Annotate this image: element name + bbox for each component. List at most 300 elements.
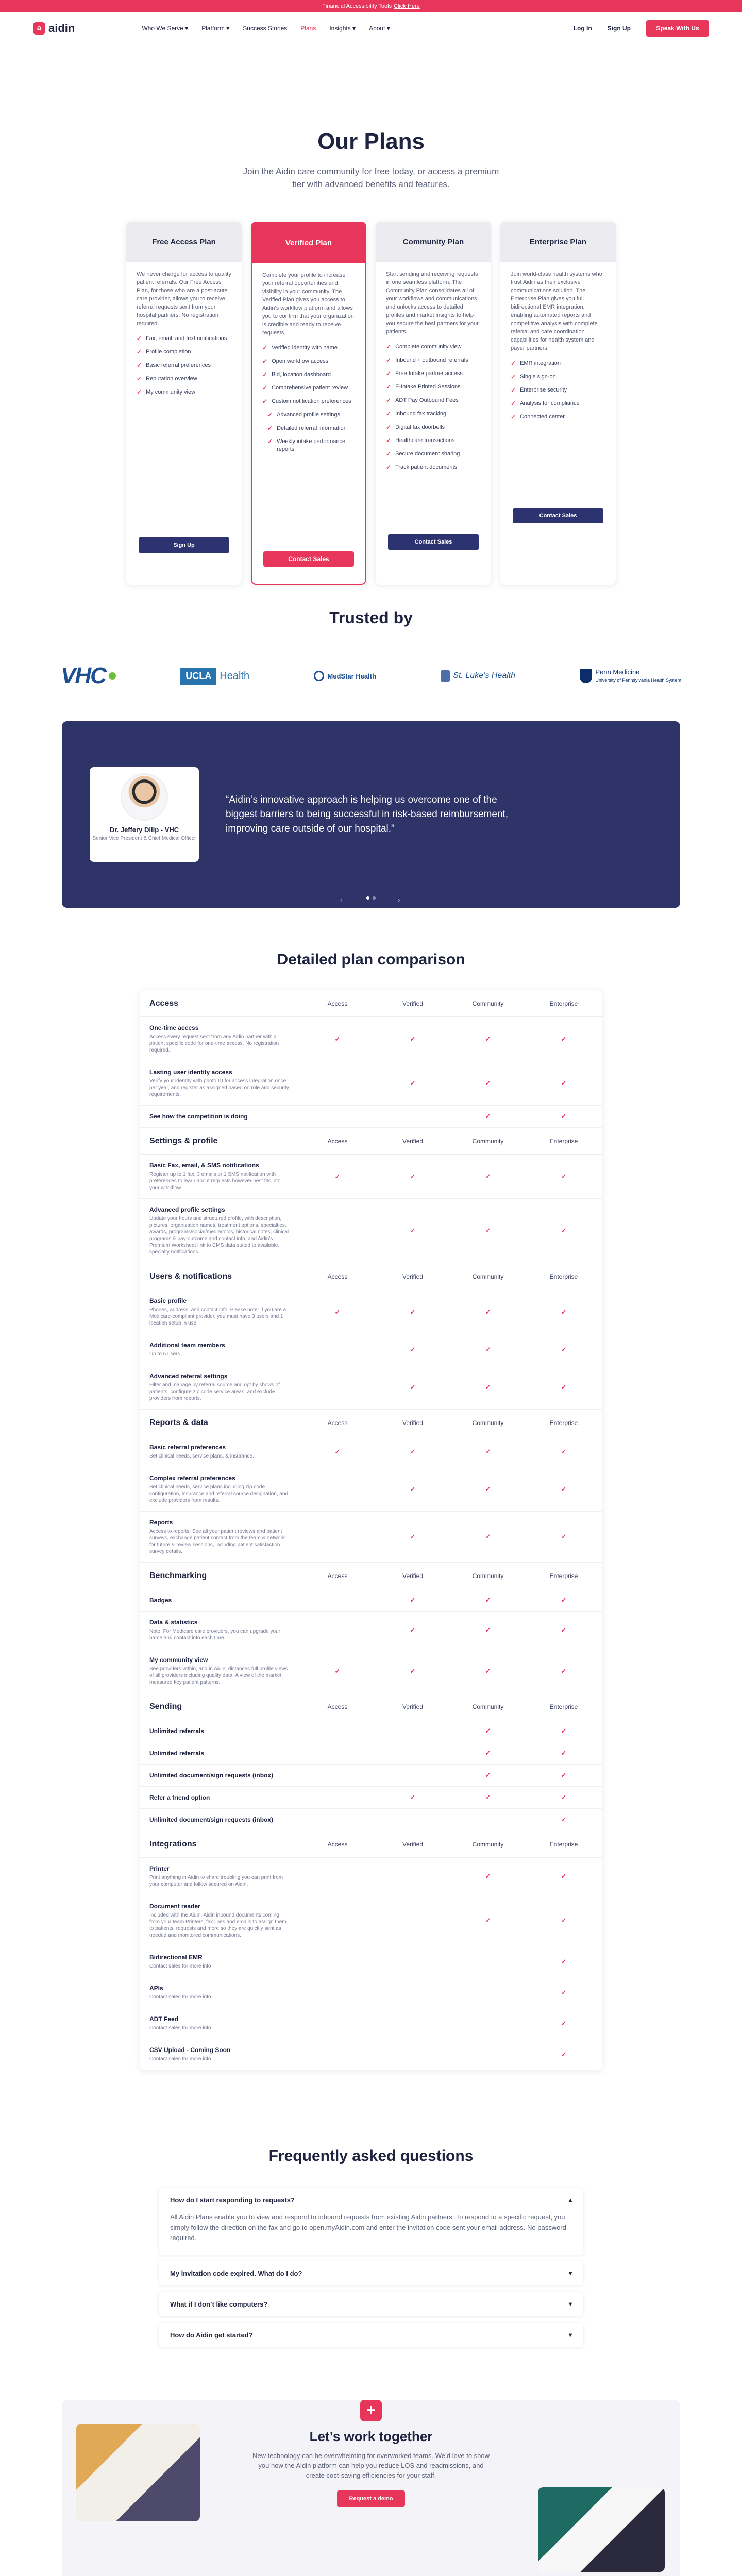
- check-icon: ✓: [561, 2050, 567, 2058]
- nav-plans[interactable]: Plans: [300, 24, 316, 32]
- ucla-health-logo: UCLA Health: [180, 668, 249, 685]
- check-icon: ✓: [410, 1533, 416, 1540]
- plan-feature: ✓ Custom notification preferences: [262, 398, 351, 405]
- chevron-right-icon[interactable]: ›: [398, 895, 400, 904]
- check-icon: ✓: [561, 1035, 567, 1043]
- check-icon: ✓: [485, 1771, 491, 1779]
- nav-actions: [574, 20, 709, 37]
- plan-card-community: [376, 222, 491, 585]
- medstar-logo: MedStar Health: [314, 671, 376, 681]
- table-row: [140, 1787, 602, 1809]
- cta-section: [62, 2400, 680, 2576]
- check-icon: ✓: [511, 360, 516, 367]
- feature-description: Print anything in Aidin to share troubling you can print from your computer and follow secured on Aidin.: [149, 1875, 283, 1887]
- faq-question[interactable]: How do Aidin get started? ▾: [170, 2331, 572, 2339]
- column-header: Community: [472, 1419, 504, 1427]
- plan-feature: ✓ Connected center: [511, 413, 565, 420]
- feature-cell: [140, 1155, 300, 1198]
- check-icon: ✓: [386, 383, 392, 391]
- feature-description: Access to reports. See all your patient reviews and patient surveys, exchange patient contact from the team & network for future & review sessions, including patient satisfaction survey details.: [149, 1529, 285, 1554]
- feature-name: Complex referral preferences: [149, 1475, 235, 1482]
- check-icon: ✓: [386, 450, 392, 457]
- faq-title: Frequently asked questions: [268, 2147, 474, 2164]
- check-icon: ✓: [485, 1172, 491, 1180]
- check-icon: ✓: [485, 1917, 491, 1924]
- check-icon: ✓: [485, 1727, 491, 1735]
- cta-photo-left: [76, 2424, 200, 2521]
- faq-question[interactable]: My invitation code expired. What do I do? ▾: [170, 2269, 572, 2277]
- check-icon: ✓: [410, 1667, 416, 1675]
- comparison-table: [140, 990, 602, 2070]
- table-row: [140, 2008, 602, 2039]
- plan-feature: ✓ Fax, email, and text notifications: [137, 335, 227, 342]
- check-icon: ✓: [137, 362, 142, 369]
- chevron-down-icon: ▾: [352, 24, 356, 32]
- vhc-logo: VHC: [61, 663, 116, 689]
- column-header: Enterprise: [549, 1703, 578, 1710]
- feature-name: APIs: [149, 1985, 163, 1992]
- feature-cell: [140, 1787, 300, 1808]
- check-icon: ✓: [485, 1749, 491, 1757]
- feature-cell: [140, 1977, 300, 2008]
- check-icon: ✓: [137, 388, 142, 396]
- feature-name: Additional team members: [149, 1342, 225, 1349]
- check-icon: ✓: [561, 1626, 567, 1634]
- column-header: Verified: [402, 1419, 424, 1427]
- feature-cell: [140, 1612, 300, 1649]
- logo-text: aidin: [48, 21, 75, 35]
- feature-name: Advanced profile settings: [149, 1206, 225, 1213]
- check-icon: ✓: [511, 386, 516, 394]
- announcement-bar: [0, 0, 742, 12]
- feature-name: Unlimited referrals: [149, 1727, 205, 1735]
- table-row: [140, 2039, 602, 2070]
- plan-feature: ✓ Basic referral preferences: [137, 362, 211, 369]
- plan-feature: ✓ Analysis for compliance: [511, 400, 580, 407]
- trusted-title: Trusted by: [329, 608, 413, 627]
- column-header: Community: [472, 1273, 504, 1280]
- feature-name: One-time access: [149, 1024, 199, 1031]
- column-header: Access: [327, 999, 348, 1007]
- request-demo-button[interactable]: Request a demo: [337, 2490, 405, 2507]
- chevron-down-icon: ▾: [386, 24, 390, 32]
- check-icon: ✓: [410, 1383, 416, 1391]
- plan-feature: ✓ Track patient documents: [386, 464, 458, 471]
- carousel-dot[interactable]: [373, 896, 376, 900]
- nav-about[interactable]: About ▾: [369, 24, 390, 32]
- check-icon: ✓: [485, 1447, 491, 1455]
- plan-features: [252, 337, 365, 453]
- check-icon: ✓: [410, 1035, 416, 1043]
- check-icon: ✓: [386, 464, 392, 471]
- faq-list: [159, 2188, 583, 2347]
- st-lukes-logo: St. Luke’s Health: [441, 670, 515, 682]
- contact-sales-button[interactable]: Contact Sales: [263, 551, 354, 567]
- faq-question[interactable]: How do I start responding to requests? ▴: [170, 2196, 572, 2204]
- feature-description: Update your hours and structured profile, with description, pictures, organization names, treatment options, specialties, awards, programs/social/media/tools, historical notes, clinical programs & pay-outcome and contact info, and Aidin’s Premium Worksheet link to CMS data suited to available, specialty notifications.: [149, 1216, 289, 1255]
- check-icon: ✓: [262, 344, 268, 351]
- contact-sales-button[interactable]: Contact Sales: [388, 534, 479, 550]
- column-header: Verified: [402, 1137, 424, 1145]
- column-header: Enterprise: [549, 1840, 578, 1848]
- check-icon: ✓: [561, 1749, 567, 1757]
- announcement-link[interactable]: Click Here: [394, 3, 420, 9]
- testimonial-quote: “Aidin’s innovative approach is helping us overcome one of the biggest barriers to being successful in risk-based reimbursement, improving care outside of our hospital.”: [226, 794, 509, 834]
- column-header: Community: [472, 1137, 504, 1145]
- speak-with-us-button[interactable]: Speak With Us: [646, 20, 709, 37]
- carousel-dots: [366, 896, 376, 900]
- table-row: [140, 1946, 602, 1977]
- plan-feature: ✓ EMR integration: [511, 360, 561, 367]
- feature-cell: [140, 2039, 300, 2070]
- contact-sales-button[interactable]: Contact Sales: [513, 508, 603, 523]
- check-icon: ✓: [561, 2019, 567, 2027]
- column-header: Verified: [402, 1273, 424, 1280]
- faq-item: [159, 2188, 583, 2255]
- check-icon: ✓: [410, 1345, 416, 1353]
- plan-feature: ✓ Weekly intake performance reports: [267, 438, 346, 452]
- table-row: [140, 1334, 602, 1365]
- feature-description: Set clinical needs, service plans including zip code configuration, insurance and referral source designation, and exclude providers from results.: [149, 1484, 289, 1503]
- check-icon: ✓: [262, 384, 268, 392]
- feature-name: Bidirectional EMR: [149, 1954, 203, 1961]
- plan-feature: ✓ Enterprise security: [511, 386, 567, 394]
- check-icon: ✓: [561, 1957, 567, 1965]
- check-icon: ✓: [410, 1172, 416, 1180]
- feature-name: See how the competition is doing: [149, 1113, 248, 1120]
- check-icon: ✓: [386, 437, 392, 444]
- feature-name: Reports: [149, 1519, 173, 1526]
- section-name: Users & notifications: [149, 1272, 232, 1281]
- feature-description: Access every request sent from any Aidin partner with a patient specific code for one-time access. No registration required.: [149, 1034, 279, 1053]
- page-subtitle: Join the Aidin care community for free today, or access a premium tier with advanced benefits and features.: [243, 166, 499, 189]
- check-icon: ✓: [262, 371, 268, 378]
- check-icon: ✓: [485, 1345, 491, 1353]
- check-icon: ✓: [262, 358, 268, 365]
- plan-feature: ✓ Reputation overview: [137, 375, 197, 382]
- check-icon: ✓: [485, 1596, 491, 1604]
- check-icon: ✓: [137, 335, 142, 342]
- feature-cell: [140, 2008, 300, 2039]
- check-icon: ✓: [410, 1793, 416, 1801]
- sign-up-button[interactable]: Sign Up: [139, 537, 229, 553]
- table-row: [140, 1290, 602, 1334]
- check-icon: ✓: [485, 1872, 491, 1880]
- carousel-dot[interactable]: [366, 896, 369, 900]
- feature-description: Register up to 1 fax, 3 emails or 1 SMS notification with preferences to learn about requests however best fits into your workflow.: [149, 1172, 281, 1191]
- check-icon: ✓: [410, 1626, 416, 1634]
- column-header: Enterprise: [549, 1137, 578, 1145]
- feature-description: Set clinical needs, service plans, & insurance.: [149, 1453, 254, 1459]
- feature-cell: [140, 1649, 300, 1693]
- nav-success-stories[interactable]: Success Stories: [243, 24, 288, 32]
- check-icon: ✓: [267, 438, 273, 445]
- section-name: Integrations: [149, 1839, 197, 1849]
- feature-name: Basic referral preferences: [149, 1444, 226, 1451]
- column-header: Access: [327, 1703, 348, 1710]
- column-header: Access: [327, 1572, 348, 1580]
- plan-feature: ✓ Verified identity with name: [262, 344, 338, 351]
- feature-name: Badges: [149, 1597, 172, 1604]
- feature-cell: [140, 1436, 300, 1467]
- feature-cell: [140, 1334, 300, 1365]
- comparison-section-header: [140, 990, 602, 1017]
- check-icon: ✓: [561, 1771, 567, 1779]
- check-icon: ✓: [485, 1308, 491, 1316]
- feature-name: Advanced referral settings: [149, 1372, 228, 1380]
- check-icon: ✓: [386, 357, 392, 364]
- chevron-up-icon: ▴: [568, 2196, 572, 2204]
- feature-name: Data & statistics: [149, 1619, 198, 1626]
- table-row: [140, 1436, 602, 1467]
- plan-name: Community Plan: [376, 222, 491, 262]
- check-icon: ✓: [410, 1227, 416, 1234]
- check-icon: ✓: [561, 1667, 567, 1675]
- feature-cell: [140, 1290, 300, 1334]
- feature-cell: [140, 1895, 300, 1946]
- check-icon: ✓: [561, 1533, 567, 1540]
- feature-cell: [140, 1467, 300, 1511]
- chevron-down-icon: ▾: [568, 2300, 572, 2308]
- feature-cell: [140, 1199, 300, 1263]
- plan-feature: ✓ My community view: [137, 388, 196, 396]
- check-icon: ✓: [561, 1227, 567, 1234]
- plan-features: [126, 328, 242, 396]
- check-icon: ✓: [485, 1227, 491, 1234]
- comparison-section-header: [140, 1128, 602, 1155]
- column-header: Enterprise: [549, 1572, 578, 1580]
- table-row: [140, 1199, 602, 1263]
- table-row: [140, 1061, 602, 1106]
- plus-icon: +: [360, 2400, 382, 2421]
- check-icon: ✓: [485, 1793, 491, 1801]
- section-name: Sending: [149, 1702, 182, 1711]
- plan-description: We never charge for access to quality patient referrals. Our Free Access Plan, for those who are a post-acute care provider, allows you to receive referral requests sent from your hospital partners. No registration required.: [137, 271, 231, 327]
- feature-name: ADT Feed: [149, 2015, 179, 2023]
- plan-description: Complete your profile to increase your referral opportunities and visibility in your community. The Verified Plan gives you access to Aidin’s workflow platform and allows you to confirm that your organization is credible and ready to receive requests.: [262, 272, 354, 336]
- section-name: Settings & profile: [149, 1136, 218, 1145]
- feature-cell: [140, 1765, 300, 1786]
- table-row: [140, 1365, 602, 1410]
- feature-cell: [140, 1809, 300, 1831]
- feature-cell: [140, 1017, 300, 1061]
- column-header: Verified: [402, 1840, 424, 1848]
- check-icon: ✓: [334, 1447, 341, 1455]
- table-row: [140, 1106, 602, 1128]
- trusted-section: [0, 608, 742, 691]
- plan-description: Join world-class health systems who trust Aidin as their exclusive communications solution. The Enterprise Plan gives you full bidirectional EMR integration, enabling automated reports and competitive analysis with complete referral and care coordination capabilities for health system and payer partners.: [511, 271, 602, 351]
- check-icon: ✓: [267, 425, 273, 432]
- column-header: Enterprise: [549, 1419, 578, 1427]
- feature-cell: [140, 1720, 300, 1742]
- feature-description: Contact sales for more info: [149, 1994, 211, 2000]
- check-icon: ✓: [485, 1533, 491, 1540]
- feature-cell: [140, 1742, 300, 1764]
- check-icon: ✓: [485, 1626, 491, 1634]
- cta-title: Let’s work together: [309, 2429, 433, 2444]
- comparison-title: Detailed plan comparison: [277, 951, 465, 968]
- plan-feature: ✓ Complete community view: [386, 343, 462, 350]
- table-row: [140, 1742, 602, 1765]
- comparison-section-header: [140, 1410, 602, 1436]
- logo-icon: a: [33, 22, 45, 35]
- plan-feature: ✓ Free Intake partner access: [386, 370, 463, 377]
- plans: [0, 222, 742, 585]
- plan-feature: ✓ Secure document sharing: [386, 450, 460, 457]
- feature-cell: [140, 1946, 300, 1977]
- plan-feature: ✓ Open workflow access: [262, 358, 329, 365]
- page-title: Our Plans: [317, 129, 425, 154]
- check-icon: ✓: [485, 1112, 491, 1120]
- feature-name: Unlimited document/sign requests (inbox): [149, 1772, 274, 1779]
- check-icon: ✓: [334, 1667, 341, 1675]
- column-header: Access: [327, 1840, 348, 1848]
- column-header: Enterprise: [549, 999, 578, 1007]
- table-row: [140, 1720, 602, 1742]
- feature-cell: [140, 1858, 300, 1895]
- author-name: Dr. Jeffery Dilip - VHC: [109, 826, 179, 834]
- signup-link[interactable]: Sign Up: [607, 24, 631, 32]
- plan-card-free: [126, 222, 242, 585]
- column-header: Enterprise: [549, 1273, 578, 1280]
- check-icon: ✓: [561, 1917, 567, 1924]
- check-icon: ✓: [561, 1079, 567, 1087]
- nav-insights[interactable]: Insights ▾: [329, 24, 356, 32]
- check-icon: ✓: [561, 1308, 567, 1316]
- plan-feature: ✓ Healthcare transactions: [386, 437, 455, 444]
- column-header: Community: [472, 1703, 504, 1710]
- check-icon: ✓: [334, 1308, 341, 1316]
- check-icon: ✓: [410, 1079, 416, 1087]
- column-header: Verified: [402, 999, 424, 1007]
- faq-item: [159, 2292, 583, 2316]
- comparison-section-header: [140, 1263, 602, 1290]
- feature-name: My community view: [149, 1656, 208, 1664]
- table-row: [140, 1765, 602, 1787]
- announcement-text: Financial Accessibility Tools: [322, 3, 392, 9]
- feature-cell: [140, 1512, 300, 1562]
- chevron-down-icon: ▾: [226, 24, 230, 32]
- plan-card-enterprise: [500, 222, 616, 585]
- table-row: [140, 1467, 602, 1512]
- column-header: Verified: [402, 1703, 424, 1710]
- testimonial: [62, 721, 680, 908]
- plan-name: Free Access Plan: [126, 222, 242, 262]
- check-icon: ✓: [561, 1383, 567, 1391]
- hero: [0, 44, 742, 191]
- check-icon: ✓: [485, 1035, 491, 1043]
- table-row: [140, 1895, 602, 1946]
- plan-feature: ✓ Bid, location dashboard: [262, 371, 331, 378]
- check-icon: ✓: [386, 343, 392, 350]
- section-name: Benchmarking: [149, 1571, 207, 1580]
- feature-description: Contact sales for more info: [149, 1963, 211, 1969]
- penn-medicine-logo: Penn Medicine University of Pennsylvania Health System: [580, 669, 681, 684]
- check-icon: ✓: [511, 400, 516, 407]
- check-icon: ✓: [262, 398, 268, 405]
- plan-feature: ✓ Single sign-on: [511, 373, 556, 380]
- plan-feature: ✓ Advanced profile settings: [267, 411, 340, 418]
- table-row: [140, 1809, 602, 1831]
- column-header: Community: [472, 1840, 504, 1848]
- feature-description: See providers within, and in Aidin, distances full profile views of all providers including quality data. A view of the market, measured key patient patterns.: [149, 1666, 288, 1685]
- column-header: Community: [472, 1572, 504, 1580]
- login-link[interactable]: Log In: [573, 24, 592, 32]
- nav-who-we-serve[interactable]: Who We Serve ▾: [142, 24, 189, 32]
- feature-description: Phones, address, and contact info. Please note: If you are a Medicare-compliant provider, you must have 3 users and 1 location setup in use.: [149, 1307, 286, 1326]
- check-icon: ✓: [561, 1345, 567, 1353]
- check-icon: ✓: [386, 410, 392, 417]
- feature-cell: [140, 1365, 300, 1409]
- plan-features: [376, 336, 491, 471]
- column-header: Community: [472, 999, 504, 1007]
- plan-name: Enterprise Plan: [500, 222, 616, 262]
- faq-item: [159, 2261, 583, 2285]
- check-icon: ✓: [561, 1988, 567, 1996]
- feature-name: Basic profile: [149, 1297, 187, 1304]
- column-header: Access: [327, 1137, 348, 1145]
- check-icon: ✓: [561, 1872, 567, 1880]
- section-name: Access: [149, 998, 179, 1008]
- partner-logos: [0, 660, 742, 691]
- check-icon: ✓: [410, 1485, 416, 1493]
- check-icon: ✓: [267, 411, 273, 418]
- feature-description: Note: For Medicare care providers, you can upgrade your name and contact info each time.: [149, 1629, 281, 1641]
- check-icon: ✓: [485, 1383, 491, 1391]
- feature-name: Basic Fax, email, & SMS notifications: [149, 1162, 259, 1169]
- check-icon: ✓: [485, 1079, 491, 1087]
- check-icon: ✓: [561, 1793, 567, 1801]
- author-role: Senior Vice President & Chief Medical Officer: [92, 836, 196, 841]
- testimonial-author-card: [90, 767, 199, 862]
- cta-photo-right: [538, 2487, 665, 2572]
- feature-cell: [140, 1589, 300, 1611]
- plan-feature: ✓ ADT Pay Outbound Fees: [386, 397, 459, 404]
- chevron-down-icon: ▾: [185, 24, 189, 32]
- plan-feature: ✓ Inbound + outbound referrals: [386, 357, 468, 364]
- plan-feature: ✓ Inbound fax tracking: [386, 410, 447, 417]
- nav-platform[interactable]: Platform ▾: [201, 24, 230, 32]
- check-icon: ✓: [410, 1308, 416, 1316]
- check-icon: ✓: [561, 1727, 567, 1735]
- faq-answer: All Aidin Plans enable you to view and respond to inbound requests from existing Aidin partners. To respond to a specific request, you simply follow the direction on the fax and go to open.myAidin.com and enter the invitation code sent your email address. No password required.: [170, 2213, 566, 2242]
- check-icon: ✓: [137, 348, 142, 355]
- feature-name: Refer a friend option: [149, 1794, 210, 1801]
- table-row: [140, 1512, 602, 1563]
- check-icon: ✓: [561, 1172, 567, 1180]
- check-icon: ✓: [386, 370, 392, 377]
- check-icon: ✓: [334, 1035, 341, 1043]
- check-icon: ✓: [561, 1816, 567, 1823]
- check-icon: ✓: [485, 1667, 491, 1675]
- check-icon: ✓: [511, 373, 516, 380]
- comparison-section-header: [140, 1563, 602, 1589]
- chevron-left-icon[interactable]: ‹: [340, 895, 343, 904]
- feature-cell: [140, 1106, 300, 1127]
- check-icon: ✓: [561, 1112, 567, 1120]
- check-icon: ✓: [386, 397, 392, 404]
- logo[interactable]: [33, 22, 75, 35]
- faq-question[interactable]: What if I don’t like computers? ▾: [170, 2300, 572, 2308]
- check-icon: ✓: [485, 1485, 491, 1493]
- check-icon: ✓: [561, 1596, 567, 1604]
- feature-description: Up to 5 users: [149, 1351, 180, 1357]
- table-row: [140, 1858, 602, 1895]
- table-row: [140, 1017, 602, 1061]
- plan-feature: ✓ Digital fax doorbells: [386, 423, 445, 431]
- comparison-section-header: [140, 1831, 602, 1858]
- feature-cell: [140, 1061, 300, 1105]
